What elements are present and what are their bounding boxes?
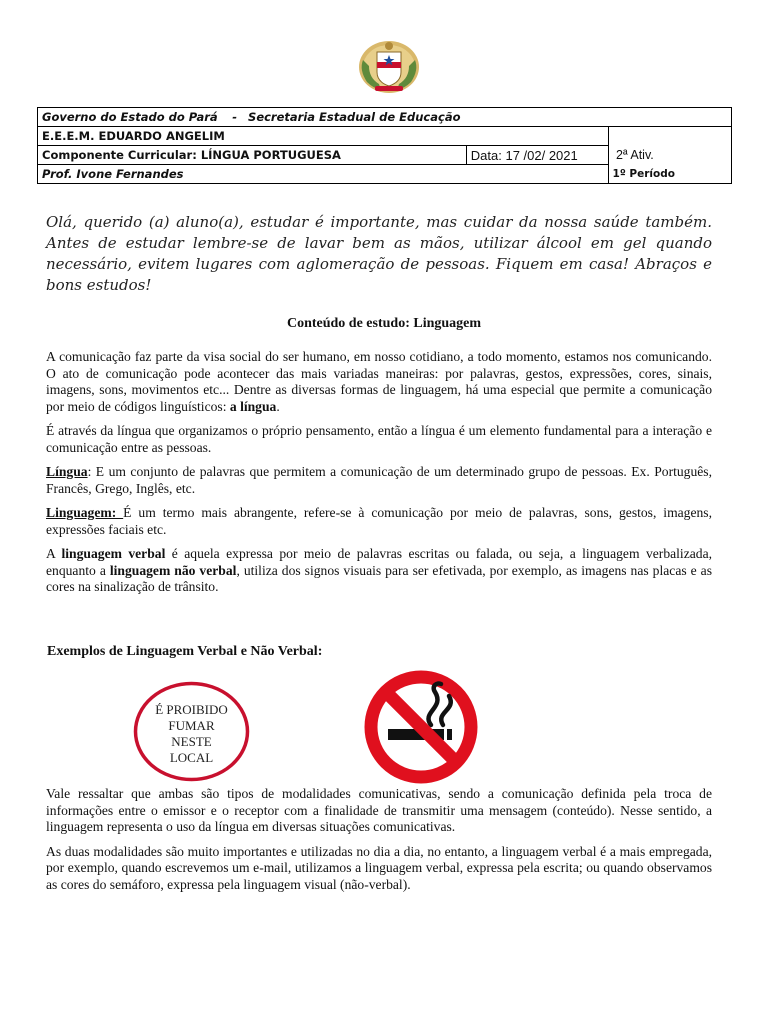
header-activity-cell xyxy=(608,146,731,165)
paragraph-modalities: Vale ressaltar que ambas são tipos de modalidades comunicativas, sendo a comunicação definida pela troca de informações entre o emissor e o receptor com a finalidade de transmitir uma mensagem (conteúdo). Nesse sentido, a linguagem representa o uso da língua em diversas situações comunicativas. xyxy=(46,786,712,834)
paragraph-verbal-nonverbal xyxy=(46,546,712,596)
paragraph-importance: As duas modalidades são muito importantes e utilizadas no dia a dia, no entanto, a linguagem verbal é a mais empregada, por exemplo, quando escrevemos um e-mail, utilizamos a linguagem verbal, expressa pela escrita; ou quando observamos as cores do semáforo, expressa pela linguagem visual (não-verbal). xyxy=(46,843,712,892)
secretariat-name: Secretaria Estadual de Educação xyxy=(248,110,461,124)
term-linguagem-verbal: linguagem verbal xyxy=(61,546,166,561)
paragraph-communication-text: A comunicação faz parte da visa social do ser humano, em nosso cotidiano, a todo momento, estamos nos comunicando. O ato de comunicação pode acontecer das mais variadas maneiras: por palavras, gestos, expressões, cores, sinais, imagens, sons, movimentos etc... Dentre as diversas formas de linguagem, há uma especial que permite a comunicação por meio de códigos linguísticos: xyxy=(46,349,712,414)
linguagem-definition-text: É um termo mais abrangente, refere-se à comunicação por meio de palavras, sons, gestos, imagens, expressões faciais etc. xyxy=(46,505,712,537)
no-smoking-icon xyxy=(361,668,481,786)
header-component-cell xyxy=(38,146,467,165)
verbal-text-c: é aquela expressa por meio de palavras escritas ou falada, ou seja, a linguagem verbalizada, enquanto a xyxy=(46,546,712,578)
header-separator: - xyxy=(232,110,238,124)
activity-date: Data: 17 /02/ 2021 xyxy=(470,147,578,163)
header-table xyxy=(37,107,732,184)
verbal-sign-line-4: LOCAL xyxy=(169,750,214,765)
paragraph-lingua-definition xyxy=(46,464,712,497)
state-coat-of-arms-icon xyxy=(353,38,425,96)
main-text xyxy=(46,349,712,604)
lingua-definition-text: : E um conjunto de palavras que permitem a comunicação de um determinado grupo de pessoas. Ex. Português, Francês, Grego, Inglês, etc. xyxy=(46,464,712,496)
teacher-name: Prof. Ivone Fernandes xyxy=(42,167,184,181)
verbal-sign-line-3: NESTE xyxy=(171,734,212,749)
closing-text xyxy=(46,786,712,901)
intro-message: Olá, querido (a) aluno(a), estudar é importante, mas cuidar da nossa saúde também. Antes de estudar lembre-se de lavar bem as mãos, utilizar álcool em gel quando necessário, evitem lugares com aglomeração de pessoas. Fiquem em casa! Abraços e bons estudos! xyxy=(46,213,712,294)
content-title: Conteúdo de estudo: Linguagem xyxy=(286,316,482,331)
paragraph-communication xyxy=(46,349,712,415)
header-blank-cell xyxy=(608,127,731,146)
paragraph-communication-end: . xyxy=(276,398,280,414)
paragraph-thought: É através da língua que organizamos o próprio pensamento, então a língua é um elemento fundamental para a interação e comunicação entre as pessoas. xyxy=(46,423,712,455)
period-label: 1º Período xyxy=(612,167,675,180)
term-a-lingua: a língua xyxy=(229,398,277,414)
school-name: E.E.E.M. EDUARDO ANGELIM xyxy=(42,129,225,143)
verbal-sign-line-1: É PROIBIDO xyxy=(155,702,228,717)
header-teacher-cell xyxy=(38,165,609,184)
header-period-cell xyxy=(608,165,731,184)
verbal-sign-line-2: FUMAR xyxy=(168,718,215,733)
term-linguagem: Linguagem: xyxy=(46,505,124,520)
verbal-sign-image xyxy=(133,681,250,782)
header-date-cell xyxy=(466,146,608,165)
examples-title: Exemplos de Linguagem Verbal e Não Verbal: xyxy=(47,644,323,659)
term-linguagem-nao-verbal: linguagem não verbal xyxy=(109,562,237,578)
term-lingua: Língua xyxy=(46,464,88,479)
verbal-text-a: A xyxy=(46,546,62,561)
cigarette-tip xyxy=(447,729,452,740)
government-name: Governo do Estado do Pará xyxy=(42,110,218,124)
paragraph-linguagem-definition xyxy=(46,505,712,538)
verbal-text-d: , utiliza dos signos visuais para ser efetivada, por exemplo, as imagens nas placas e as cores na sinalização de trânsito. xyxy=(46,562,712,594)
curricular-component: Componente Curricular: LÍNGUA PORTUGUESA xyxy=(42,148,341,162)
header-government-row xyxy=(38,108,732,127)
activity-number: 2ª Ativ. xyxy=(616,148,654,162)
header-school-cell xyxy=(38,127,609,146)
